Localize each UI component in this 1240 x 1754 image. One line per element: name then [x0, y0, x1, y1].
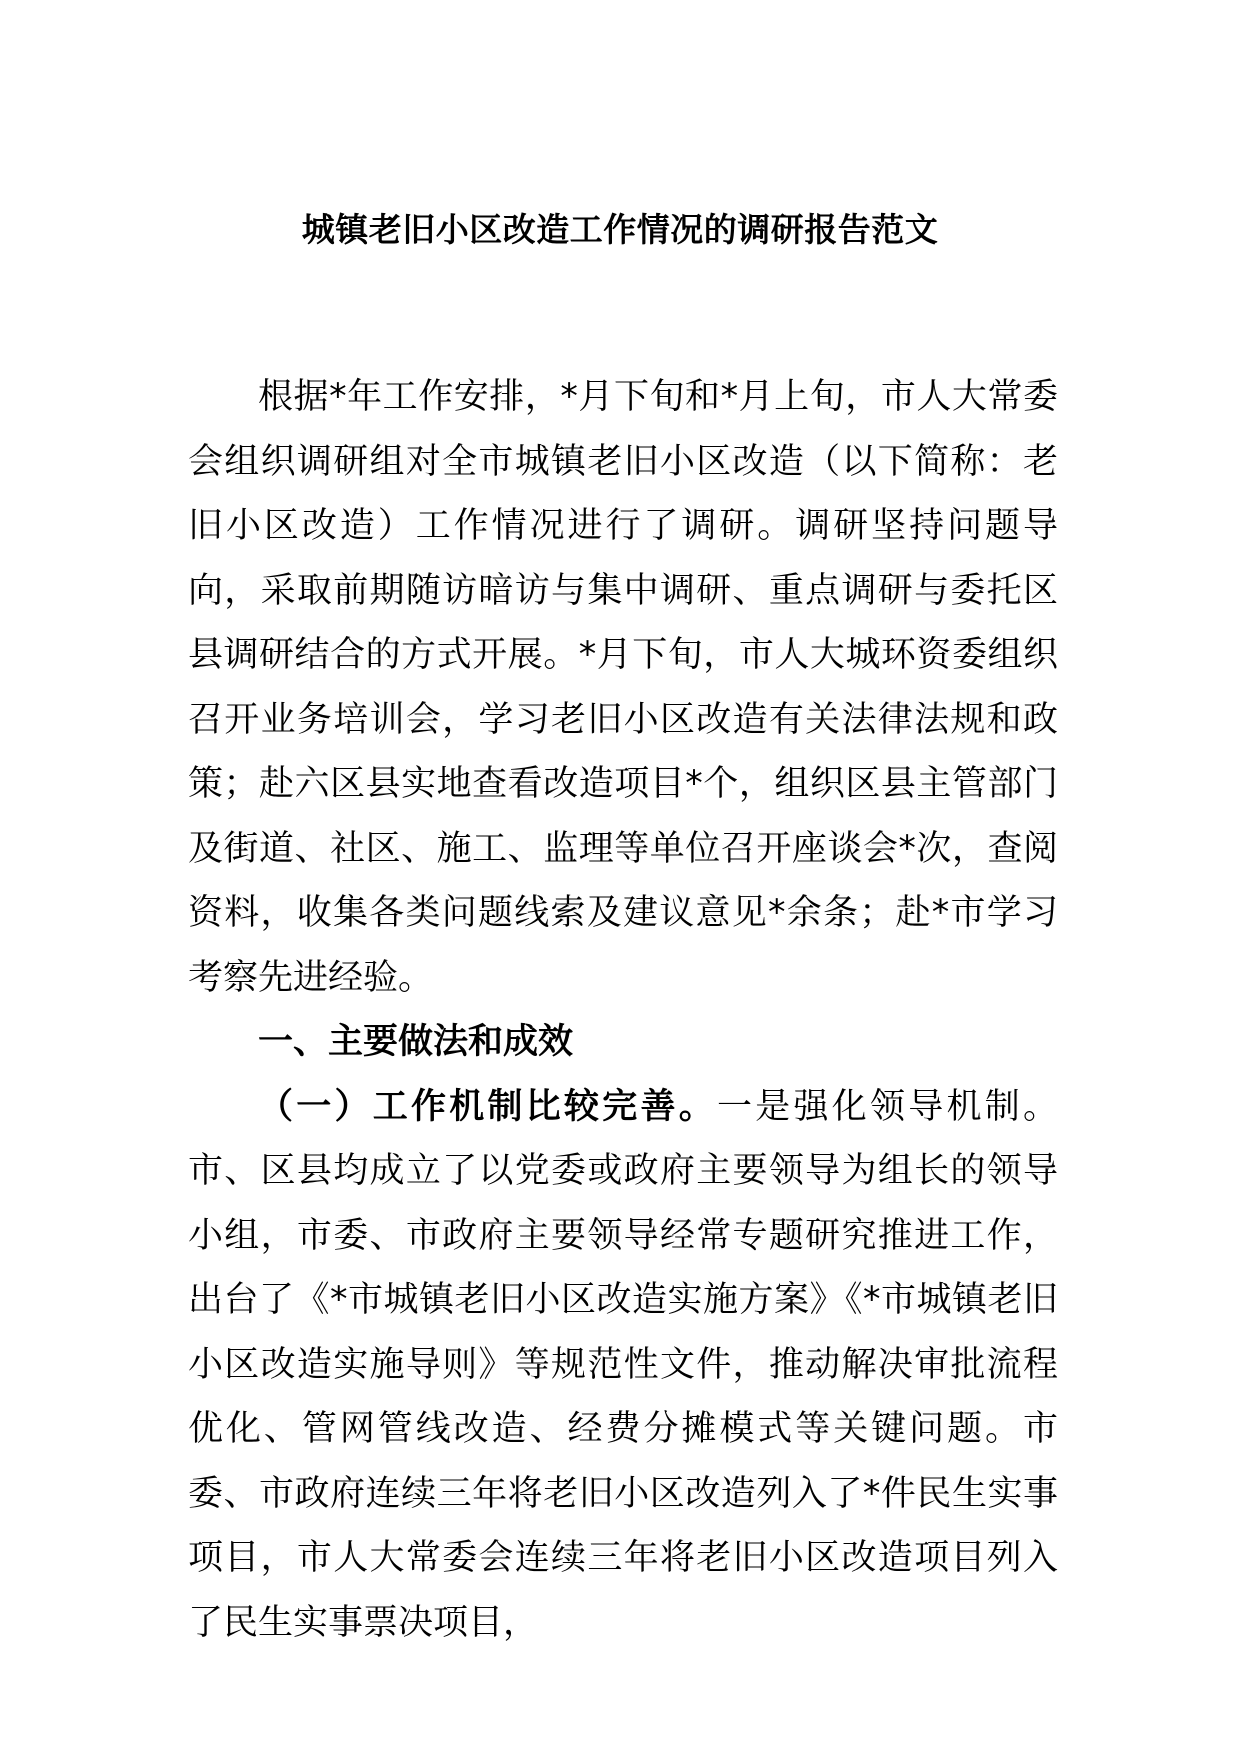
subsection-heading: （一）工作机制比较完善。: [258, 1086, 717, 1127]
document-body: [188, 365, 1058, 1655]
subsection-text: 一是强化领导机制。市、区县均成立了以党委或政府主要领导为组长的领导小组，市委、市政府主要领导经常专题研究推进工作，出台了《*市城镇老旧小区改造实施方案》《*市城镇老旧小区改造实施导则》等规范性文件，推动解决审批流程优化、管网管线改造、经费分摊模式等关键问题。市委、市政府连续三年将老旧小区改造列入了*件民生实事项目，市人大常委会连续三年将老旧小区改造项目列入了民生实事票决项目，: [188, 1086, 1058, 1643]
intro-paragraph: 根据*年工作安排，*月下旬和*月上旬，市人大常委会组织调研组对全市城镇老旧小区改造（以下简称：老旧小区改造）工作情况进行了调研。调研坚持问题导向，采取前期随访暗访与集中调研、重点调研与委托区县调研结合的方式开展。*月下旬，市人大城环资委组织召开业务培训会，学习老旧小区改造有关法律法规和政策；赴六区县实地查看改造项目*个，组织区县主管部门及街道、社区、施工、监理等单位召开座谈会*次，查阅资料，收集各类问题线索及建议意见*余条；赴*市学习考察先进经验。: [188, 377, 1058, 998]
subsection-paragraph: [188, 1075, 1058, 1656]
section-heading: 一、主要做法和成效: [258, 1022, 574, 1062]
document-title: 城镇老旧小区改造工作情况的调研报告范文: [301, 210, 939, 249]
